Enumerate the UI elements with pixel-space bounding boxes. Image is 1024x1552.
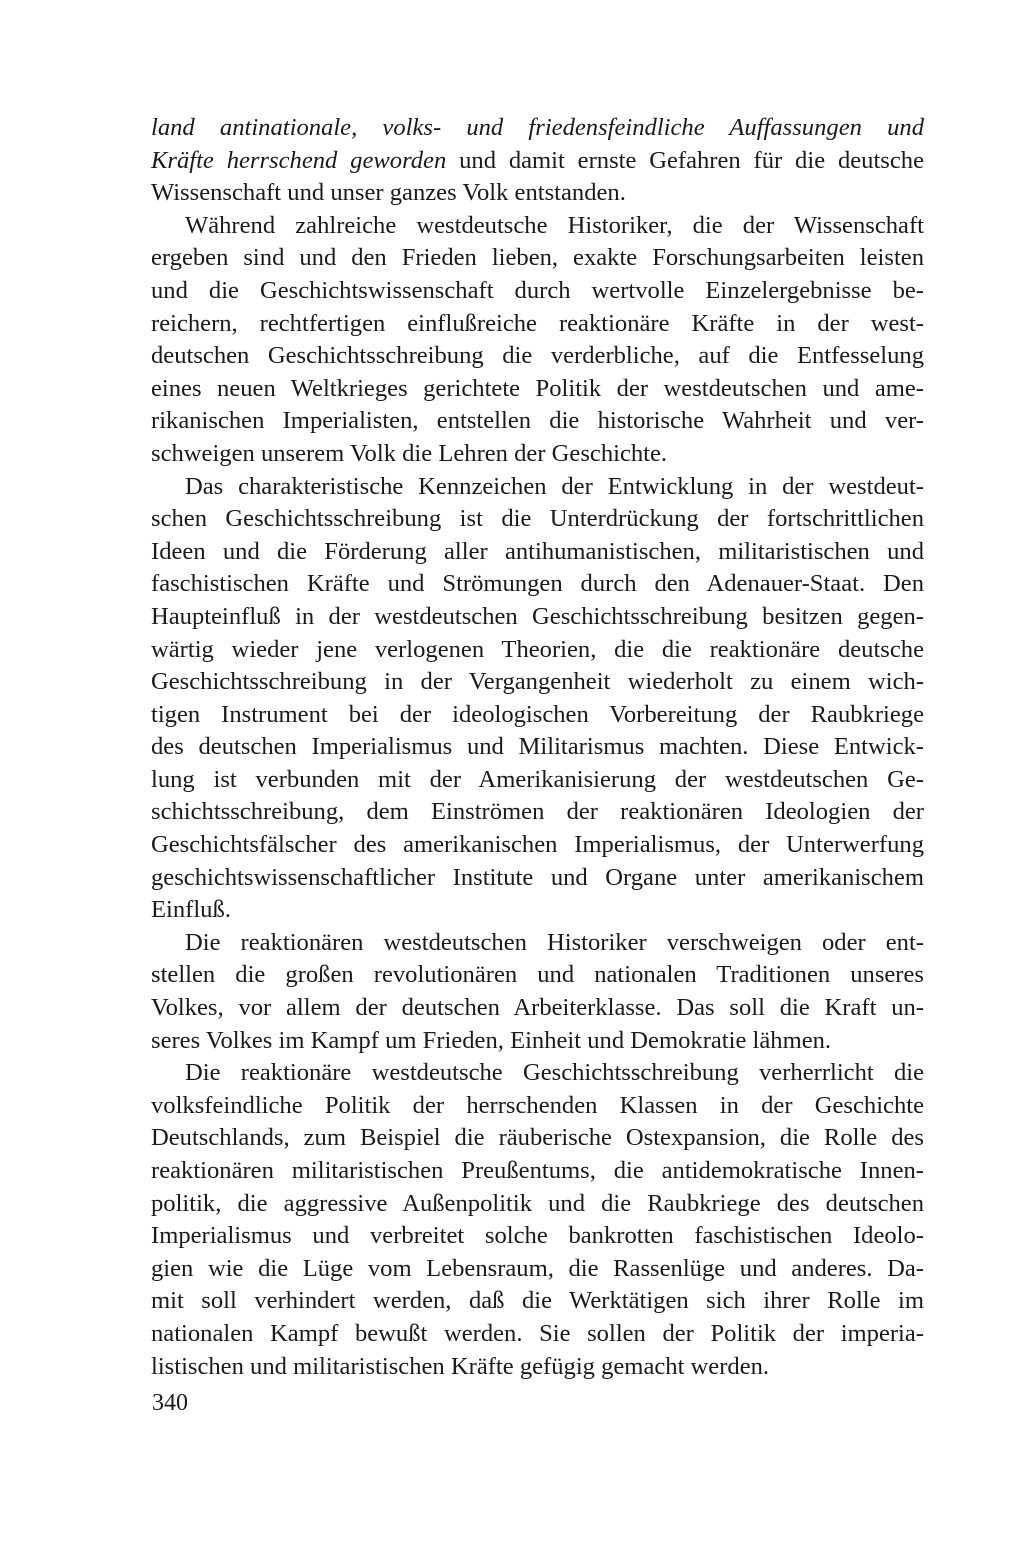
text-segment: gien wie die Lüge vom Lebensraum, die Rassenlüge und anderes. Da- bbox=[151, 1254, 924, 1282]
text-segment: und die Geschichtswissenschaft durch wertvolle Einzelergebnisse be- bbox=[151, 276, 924, 304]
text-line bbox=[151, 1285, 924, 1318]
text-line bbox=[151, 275, 924, 308]
text-segment: Einfluß. bbox=[151, 896, 231, 924]
text-segment: seres Volkes im Kampf um Frieden, Einheit und Demokratie lähmen. bbox=[151, 1026, 832, 1054]
text-line bbox=[151, 894, 924, 927]
text-line bbox=[151, 145, 924, 178]
body-text bbox=[151, 112, 924, 1383]
text-line bbox=[151, 1253, 924, 1286]
text-segment: deutschen Geschichtsschreibung die verderbliche, auf die Entfesselung bbox=[151, 342, 924, 370]
text-segment: tigen Instrument bei der ideologischen Vorbereitung der Raubkriege bbox=[151, 700, 924, 728]
paragraph bbox=[151, 471, 924, 927]
text-segment: nationalen Kampf bewußt werden. Sie sollen der Politik der imperia- bbox=[151, 1319, 924, 1347]
text-line bbox=[151, 634, 924, 667]
text-line bbox=[151, 438, 924, 471]
text-segment: Imperialismus und verbreitet solche bankrotten faschistischen Ideolo- bbox=[151, 1222, 924, 1250]
text-line bbox=[151, 210, 924, 243]
text-segment: schweigen unserem Volk die Lehren der Geschichte. bbox=[151, 439, 668, 467]
text-segment: Deutschlands, zum Beispiel die räuberische Ostexpansion, die Rolle des bbox=[151, 1124, 924, 1152]
text-segment: geschichtswissenschaftlicher Institute und Organe unter amerikanischem bbox=[151, 863, 924, 891]
text-line bbox=[151, 796, 924, 829]
text-line bbox=[151, 1155, 924, 1188]
text-segment: Geschichtsfälscher des amerikanischen Imperialismus, der Unterwerfung bbox=[151, 831, 924, 859]
text-line bbox=[151, 242, 924, 275]
text-segment: schichtsschreibung, dem Einströmen der reaktionären Ideologien der bbox=[151, 798, 924, 826]
text-line bbox=[151, 568, 924, 601]
text-segment: politik, die aggressive Außenpolitik und die Raubkriege des deutschen bbox=[151, 1189, 924, 1217]
text-line bbox=[151, 992, 924, 1025]
text-segment: stellen die großen revolutionären und nationalen Traditionen unseres bbox=[151, 961, 924, 989]
text-line bbox=[151, 340, 924, 373]
text-segment: Das charakteristische Kennzeichen der Entwicklung in der westdeut- bbox=[185, 472, 924, 500]
text-line bbox=[151, 699, 924, 732]
text-line bbox=[151, 1318, 924, 1351]
text-segment: des deutschen Imperialismus und Militarismus machten. Diese Entwick- bbox=[151, 733, 924, 761]
text-line bbox=[151, 471, 924, 504]
text-segment: wärtig wieder jene verlogenen Theorien, die die reaktionäre deutsche bbox=[151, 635, 924, 663]
text-segment: und damit ernste Gefahren für die deutsche bbox=[446, 146, 924, 174]
text-line bbox=[151, 764, 924, 797]
text-segment: Ideen und die Förderung aller antihumanistischen, militaristischen und bbox=[151, 537, 924, 565]
text-segment: Haupteinfluß in der westdeutschen Geschichtsschreibung besitzen gegen- bbox=[151, 602, 924, 630]
text-line bbox=[151, 308, 924, 341]
text-segment: eines neuen Weltkrieges gerichtete Politik der westdeutschen und ame- bbox=[151, 374, 924, 402]
text-segment: ergeben sind und den Frieden lieben, exakte Forschungsarbeiten leisten bbox=[151, 244, 924, 272]
text-line bbox=[151, 1220, 924, 1253]
text-segment: Während zahlreiche westdeutsche Historiker, die der Wissenschaft bbox=[185, 211, 924, 239]
text-segment: reichern, rechtfertigen einflußreiche reaktionäre Kräfte in der west- bbox=[151, 309, 924, 337]
italic-text: Kräfte herrschend geworden bbox=[151, 146, 447, 174]
text-line bbox=[151, 177, 924, 210]
text-segment: Geschichtsschreibung in der Vergangenheit wiederholt zu einem wich- bbox=[151, 668, 924, 696]
text-line bbox=[151, 1188, 924, 1221]
text-line bbox=[151, 959, 924, 992]
text-line bbox=[151, 1122, 924, 1155]
text-segment: schen Geschichtsschreibung ist die Unterdrückung der fortschrittlichen bbox=[151, 505, 924, 533]
text-segment: Die reaktionäre westdeutsche Geschichtsschreibung verherrlicht die bbox=[185, 1059, 924, 1087]
text-line bbox=[151, 829, 924, 862]
text-line bbox=[151, 666, 924, 699]
text-line bbox=[151, 862, 924, 895]
text-line bbox=[151, 112, 924, 145]
text-segment: Wissenschaft und unser ganzes Volk entstanden. bbox=[151, 179, 626, 207]
page-number: 340 bbox=[152, 1390, 188, 1416]
text-segment: rikanischen Imperialisten, entstellen die historische Wahrheit und ver- bbox=[151, 407, 924, 435]
text-segment: Volkes, vor allem der deutschen Arbeiterklasse. Das soll die Kraft un- bbox=[151, 994, 924, 1022]
text-segment: faschistischen Kräfte und Strömungen durch den Adenauer-Staat. Den bbox=[151, 570, 924, 598]
text-segment: mit soll verhindert werden, daß die Werktätigen sich ihrer Rolle im bbox=[151, 1287, 924, 1315]
text-line bbox=[151, 405, 924, 438]
text-line bbox=[151, 536, 924, 569]
paragraph bbox=[151, 1057, 924, 1383]
paragraph bbox=[151, 112, 924, 210]
text-line bbox=[151, 1351, 924, 1384]
paragraph bbox=[151, 927, 924, 1057]
text-line bbox=[151, 731, 924, 764]
text-segment: Die reaktionären westdeutschen Historiker verschweigen oder ent- bbox=[185, 928, 924, 956]
text-line bbox=[151, 1057, 924, 1090]
text-line bbox=[151, 503, 924, 536]
text-segment: lung ist verbunden mit der Amerikanisierung der westdeutschen Ge- bbox=[151, 765, 924, 793]
text-line bbox=[151, 373, 924, 406]
italic-text: land antinationale, volks- und friedensfeindliche Auffassungen und bbox=[151, 114, 924, 141]
text-line bbox=[151, 927, 924, 960]
text-segment: volksfeindliche Politik der herrschenden Klassen in der Geschichte bbox=[151, 1091, 924, 1119]
text-segment: reaktionären militaristischen Preußentums, die antidemokratische Innen- bbox=[151, 1157, 924, 1184]
text-line bbox=[151, 1090, 924, 1123]
text-line bbox=[151, 601, 924, 634]
text-line bbox=[151, 1025, 924, 1058]
paragraph bbox=[151, 210, 924, 471]
text-segment: listischen und militaristischen Kräfte gefügig gemacht werden. bbox=[151, 1352, 770, 1380]
